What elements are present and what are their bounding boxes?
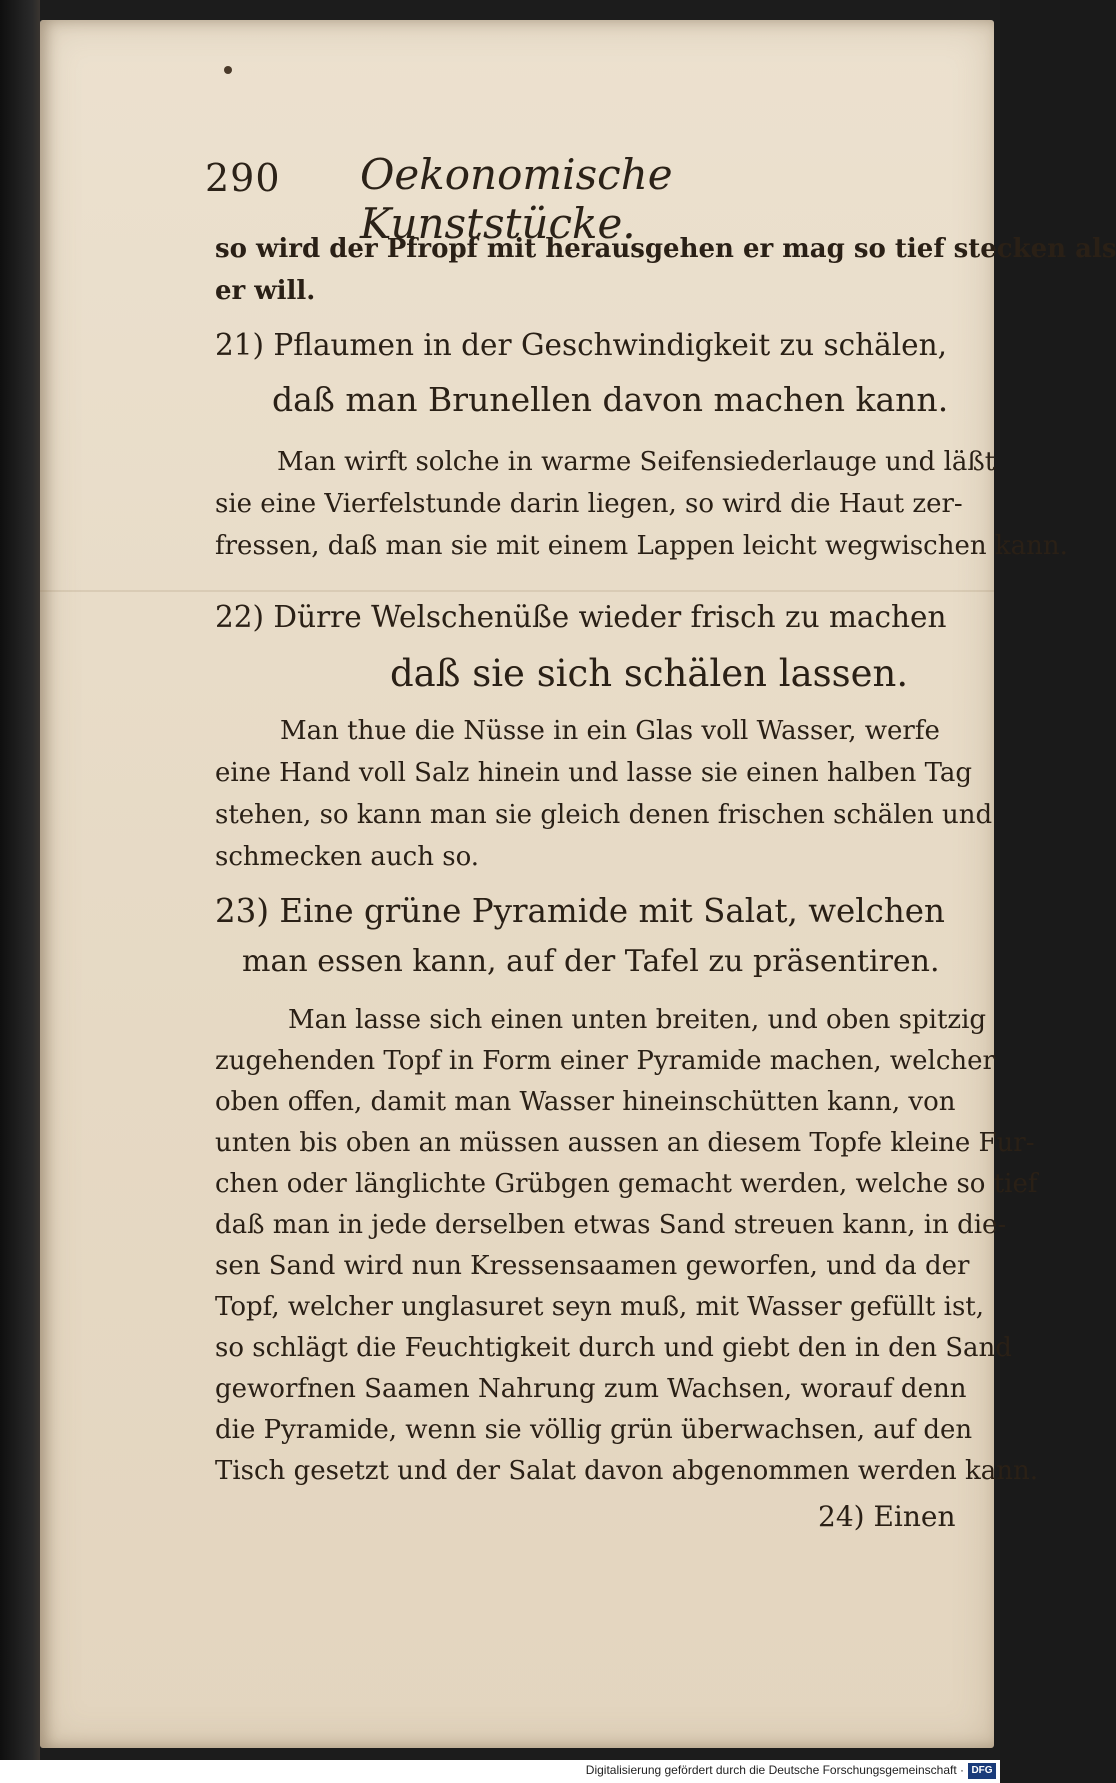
paragraph-line: sie eine Vierfelstunde darin liegen, so wird die Haut zer- — [215, 489, 963, 519]
section-heading: daß sie sich schälen lassen. — [390, 652, 909, 695]
running-title: Oekonomische Kunststücke. — [360, 150, 673, 248]
dfg-logo: DFG — [968, 1763, 996, 1779]
page-fold-line — [40, 590, 994, 592]
paragraph-line: die Pyramide, wenn sie völlig grün überwachsen, auf den — [215, 1415, 973, 1445]
paragraph-line: Man thue die Nüsse in ein Glas voll Wasser, werfe — [280, 716, 940, 746]
paragraph-line: geworfnen Saamen Nahrung zum Wachsen, worauf denn — [215, 1374, 967, 1404]
paragraph-line: Man lasse sich einen unten breiten, und oben spitzig — [288, 1005, 987, 1035]
continuation-line: er will. — [215, 276, 316, 306]
paragraph-line: fressen, daß man sie mit einem Lappen leicht wegwischen kann. — [215, 531, 1068, 561]
section-heading: 21) Pflaumen in der Geschwindigkeit zu schälen, — [215, 328, 947, 362]
funding-credit: Digitalisierung gefördert durch die Deutsche Forschungsgemeinschaft · — [585, 1763, 964, 1777]
footer-bar — [0, 1760, 1000, 1783]
catchword: 24) Einen — [818, 1500, 956, 1533]
section-heading: daß man Brunellen davon machen kann. — [272, 380, 949, 419]
paragraph-line: Tisch gesetzt und der Salat davon abgenommen werden kann. — [215, 1456, 1039, 1486]
page-number: 290 — [205, 156, 281, 200]
paragraph-line: chen oder länglichte Grübgen gemacht werden, welche so tief — [215, 1169, 1038, 1199]
section-heading: 22) Dürre Welschenüße wieder frisch zu machen — [215, 600, 947, 634]
paragraph-line: schmecken auch so. — [215, 842, 480, 872]
paragraph-line: sen Sand wird nun Kressensaamen geworfen, und da der — [215, 1251, 970, 1281]
paragraph-line: so schlägt die Feuchtigkeit durch und giebt den in den Sand — [215, 1333, 1012, 1363]
paragraph-line: zugehenden Topf in Form einer Pyramide machen, welcher — [215, 1046, 995, 1076]
paragraph-line: daß man in jede derselben etwas Sand streuen kann, in die- — [215, 1210, 1007, 1240]
ink-spot — [224, 66, 232, 74]
section-heading: 23) Eine grüne Pyramide mit Salat, welchen — [215, 892, 945, 930]
page-header — [205, 150, 805, 248]
paragraph-line: stehen, so kann man sie gleich denen frischen schälen und — [215, 800, 993, 830]
paragraph-line: eine Hand voll Salz hinein und lasse sie einen halben Tag — [215, 758, 973, 788]
paragraph-line: Man wirft solche in warme Seifensiederlauge und läßt — [277, 447, 996, 477]
section-heading: man essen kann, auf der Tafel zu präsentiren. — [242, 944, 940, 979]
continuation-line: so wird der Pfropf mit herausgehen er mag so tief stecken als — [215, 234, 1116, 264]
book-spine-edge — [0, 0, 40, 1760]
paragraph-line: oben offen, damit man Wasser hineinschütten kann, von — [215, 1087, 956, 1117]
paragraph-line: unten bis oben an müssen aussen an diesem Topfe kleine Fur- — [215, 1128, 1035, 1158]
paragraph-line: Topf, welcher unglasuret seyn muß, mit Wasser gefüllt ist, — [215, 1292, 985, 1322]
